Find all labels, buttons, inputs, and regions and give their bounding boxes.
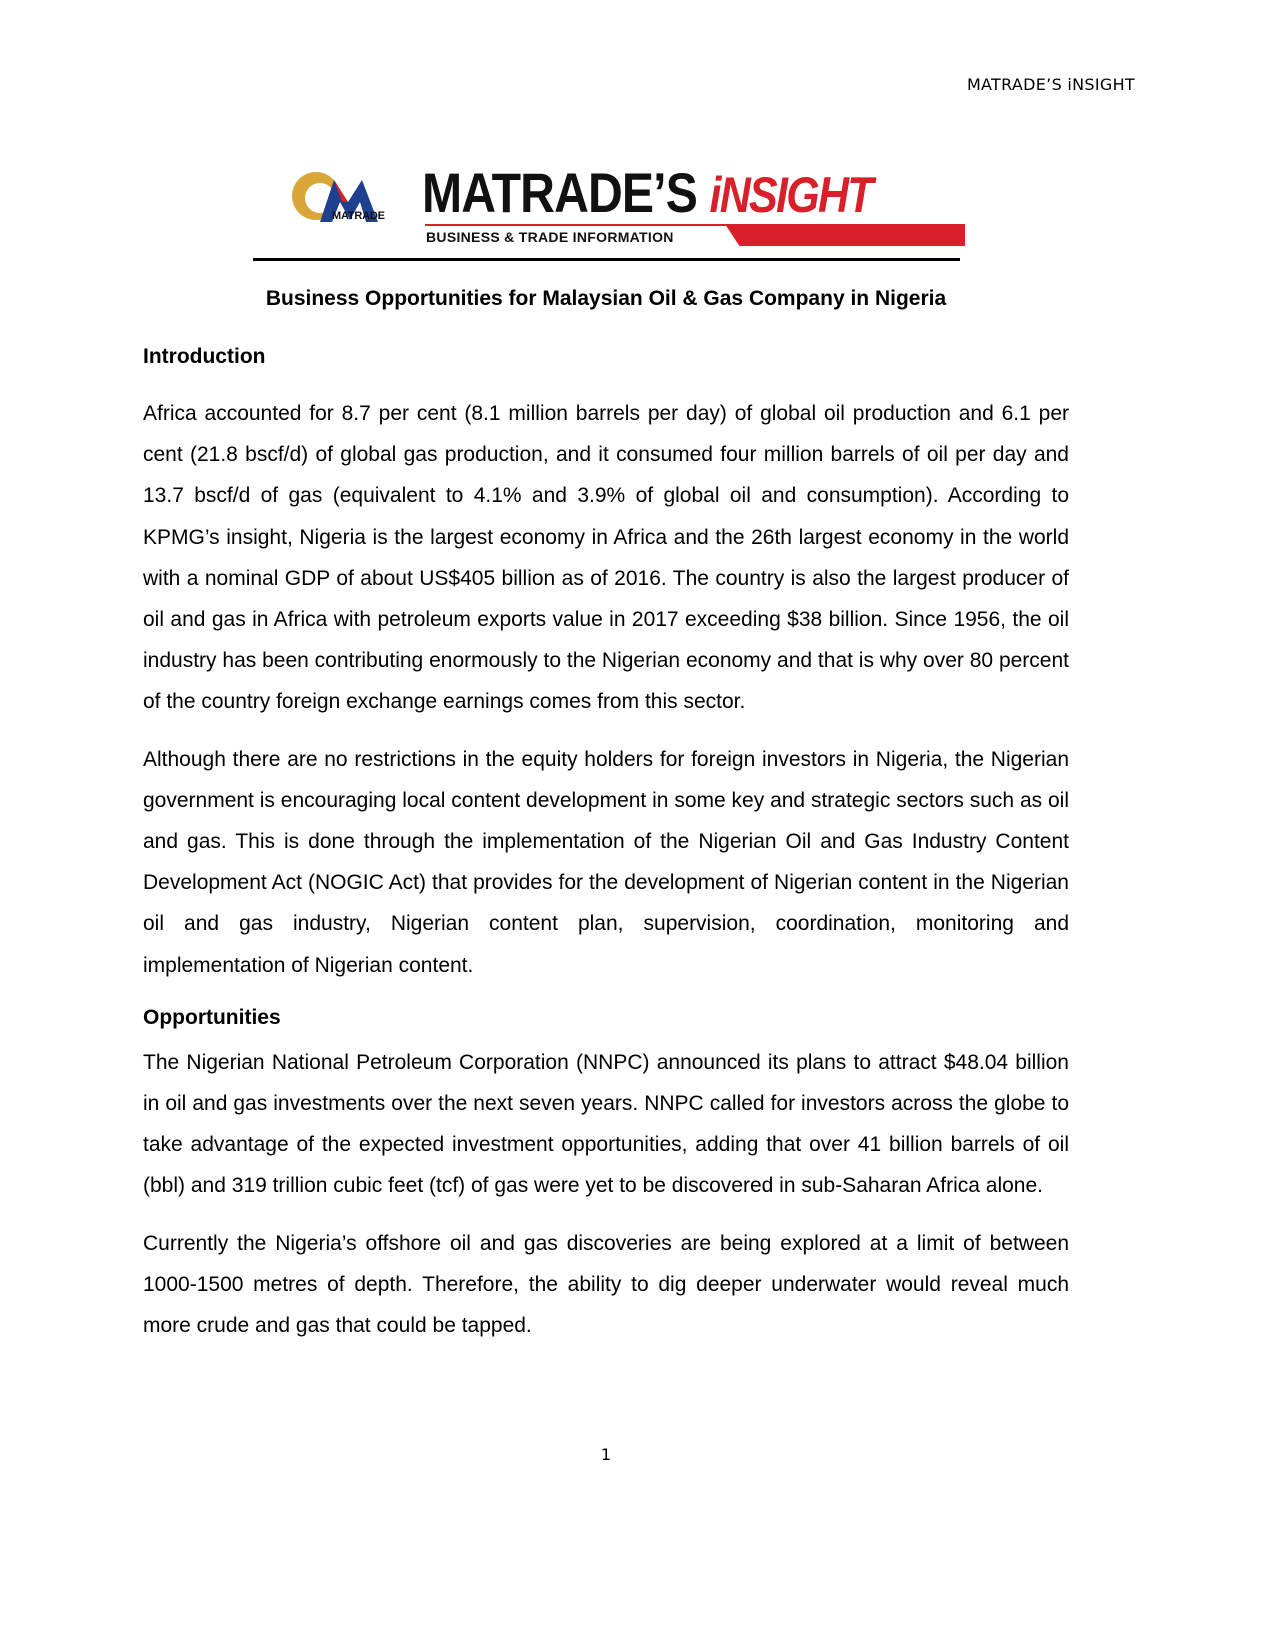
page-number: 1 [600,1445,612,1464]
masthead-logo [290,161,990,258]
paragraph: Although there are no restrictions in the equity holders for foreign investors in Nigeria, the Nigerian government is encouraging local content development in some key and strategic sectors such as oil and gas. This is done through the implementation of the Nigerian Oil and Gas Industry Content Development Act (NOGIC Act) that provides for the development of Nigerian content in the Nigerian oil and gas industry, Nigerian content plan, supervision, coordination, monitoring and implementation of Nigerian content. [143,747,1069,977]
document-title: Business Opportunities for Malaysian Oil & Gas Company in Nigeria [265,287,947,310]
masthead-divider [253,258,960,261]
brand-subtitle: BUSINESS & TRADE INFORMATION [426,229,674,245]
section-heading-introduction: Introduction [143,345,266,368]
brand-strap [425,224,965,246]
running-header: MATRADE’S iNSIGHT [966,75,1135,94]
logo-label: MATRADE [332,210,385,222]
strap-red-bar [725,224,965,246]
brand-main: MATRADE’S [422,161,697,224]
section-heading-opportunities: Opportunities [143,1005,281,1029]
paragraph: The Nigerian National Petroleum Corporation (NNPC) announced its plans to attract $48.04 billion in oil and gas investments over the next seven years. NNPC called for investors across the globe to take advantage of the expected investment opportunities, adding that over 41 billion barrels of oil (bbl) and 319 trillion cubic feet (tcf) of gas were yet to be discovered in sub-Saharan Africa alone. [143,1050,1069,1198]
brand-accent: iNSIGHT [709,167,872,223]
matrade-logo-icon [290,172,400,232]
paragraph: Currently the Nigeria’s offshore oil and gas discoveries are being explored at a limit of between 1000-1500 metres of depth. Therefore, the ability to dig deeper underwater would reveal much more crude and gas that could be tapped. [143,1231,1069,1338]
brand-title [422,160,872,225]
document-body [143,338,1069,1346]
paragraph: Africa accounted for 8.7 per cent (8.1 million barrels per day) of global oil production and 6.1 per cent (21.8 bscf/d) of global gas production, and it consumed four million barrels of oil per day and 13.7 bscf/d of gas (equivalent to 4.1% and 3.9% of global oil and consumption). According to KPMG’s insight, Nigeria is the largest economy in Africa and the 26th largest economy in the world with a nominal GDP of about US$405 billion as of 2016. The country is also the largest producer of oil and gas in Africa with petroleum exports value in 2017 exceeding $38 billion. Since 1956, the oil industry has been contributing enormously to the Nigerian economy and that is why over 80 percent of the country foreign exchange earnings comes from this sector. [143,402,1069,714]
